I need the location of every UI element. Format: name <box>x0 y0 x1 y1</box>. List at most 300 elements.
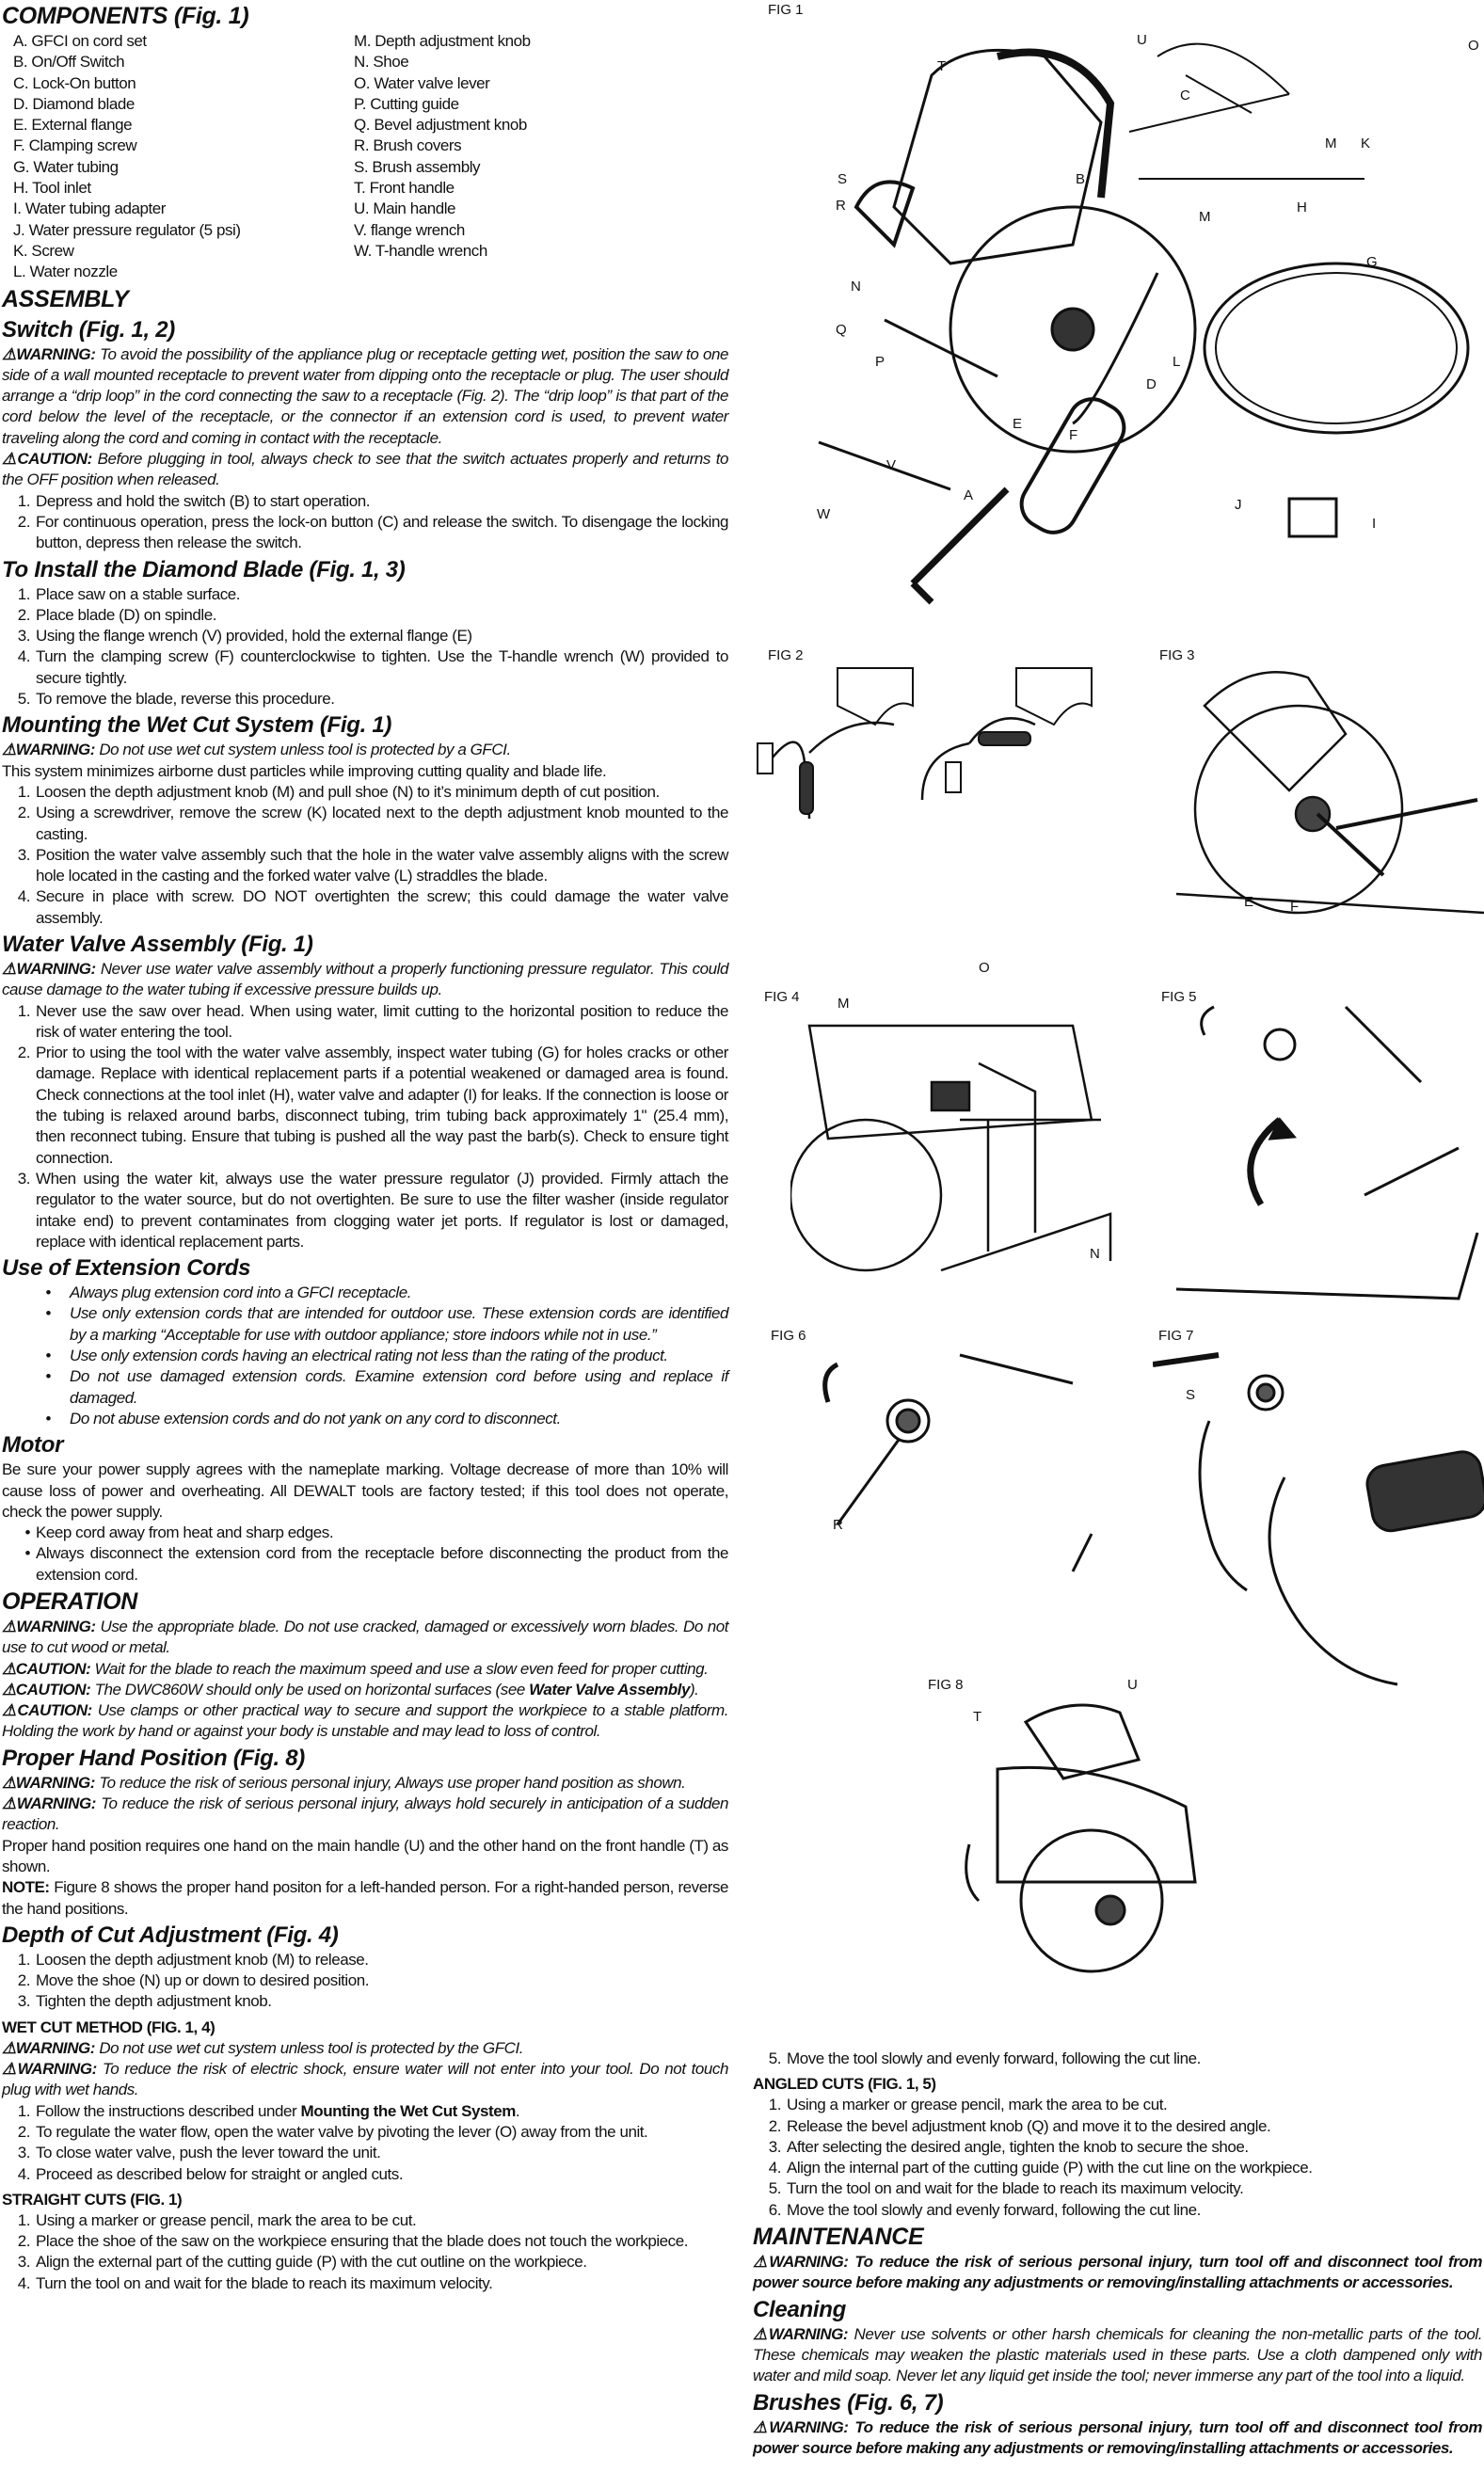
list-item <box>2 1283 728 1303</box>
fig7-callout: S <box>1186 1387 1196 1403</box>
warning-triangle-icon: ⚠ <box>2 344 17 363</box>
list-item-text <box>36 1970 728 1991</box>
list-marker: 2. <box>17 804 30 822</box>
list-item-text: To close water valve, push the lever toward the unit. <box>36 2144 381 2162</box>
list-item-text <box>70 1283 728 1303</box>
fig6-brush-cover-illustration <box>809 1346 1120 1581</box>
list-marker: 3. <box>17 1169 30 1188</box>
list-item <box>753 2178 1482 2199</box>
list-marker: 1. <box>17 1001 30 1020</box>
subsection-heading: To Install the Diamond Blade (Fig. 1, 3) <box>2 556 406 582</box>
warning-triangle-icon: ⚠ <box>2 2038 16 2057</box>
procedure-heading: ANGLED CUTS (FIG. 1, 5) <box>753 2075 936 2094</box>
warning-text: To reduce the risk of electric shock, ensure water will not enter into your tool. Do not touch plug with wet hands. <box>2 2060 728 2099</box>
list-item-text: Do not abuse extension cords and do not yank on any cord to disconnect. <box>70 1409 561 1427</box>
warning-label: CAUTION: <box>17 450 92 469</box>
fig3-callout: E <box>1244 894 1254 910</box>
fig1-callout: P <box>875 354 886 370</box>
list-item-text <box>787 2095 1482 2115</box>
list-item <box>2 605 728 626</box>
list-item-text <box>36 1043 728 1169</box>
list-item-text <box>70 1366 728 1409</box>
list-item-text <box>36 782 728 803</box>
fig7-label: FIG 7 <box>1158 1328 1194 1344</box>
list-marker: 3. <box>17 845 30 864</box>
numbered-list <box>2 2210 728 2294</box>
list-marker: 1. <box>17 2210 30 2229</box>
components-list <box>2 31 728 283</box>
list-item-text <box>36 2210 728 2231</box>
list-marker: 6. <box>768 2200 781 2219</box>
warning-triangle-icon: ⚠ <box>2 450 18 469</box>
warning-label: CAUTION: <box>15 1680 91 1699</box>
list-item-text <box>787 2158 1482 2178</box>
component-item: E. External flange <box>13 116 133 135</box>
component-item: F. Clamping screw <box>13 136 137 155</box>
list-item-text: Place blade (D) on spindle. <box>36 605 216 624</box>
warning-text: Do not use wet cut system unless tool is protected by a GFCI. <box>99 741 511 759</box>
list-marker: 2. <box>17 512 30 531</box>
list-item-text <box>70 1346 728 1366</box>
fig1-callout: M <box>1199 209 1211 225</box>
fig1-callout: V <box>886 457 897 473</box>
safety-warning <box>2 2038 728 2059</box>
warning-label: WARNING: <box>769 2253 849 2272</box>
list-marker: 2. <box>17 2232 30 2251</box>
list-item <box>2 689 728 710</box>
list-item-text <box>36 1001 728 1044</box>
list-marker: 5. <box>768 2049 781 2067</box>
subsection-heading: Use of Extension Cords <box>2 1255 251 1282</box>
note <box>2 1877 728 1920</box>
subsection-heading: Cleaning <box>753 2296 846 2322</box>
fig3-callout: F <box>1290 899 1300 915</box>
fig1-callout: S <box>838 171 848 187</box>
bullet-list <box>2 1523 728 1586</box>
list-item-text: Using a screwdriver, remove the screw (K) located next to the depth adjustment knob mounted to the casting. <box>36 804 728 843</box>
component-item: A. GFCI on cord set <box>13 32 147 50</box>
list-marker: • <box>45 1347 51 1365</box>
warning-triangle-icon: ⚠ <box>2 1701 18 1720</box>
component-item: W. T-handle wrench <box>354 241 487 260</box>
list-item-text: Loosen the depth adjustment knob (M) and pull shoe (N) to it’s minimum depth of cut position. <box>36 782 660 801</box>
component-item: B. On/Off Switch <box>13 53 125 72</box>
section-heading: OPERATION <box>2 1588 138 1615</box>
warning-triangle-icon: ⚠ <box>753 2324 769 2343</box>
component-item: V. flange wrench <box>354 220 465 239</box>
safety-warning <box>753 2417 1482 2460</box>
list-item-text <box>36 2252 728 2273</box>
fig4-callout: M <box>838 996 850 1012</box>
fig1-callout: K <box>1361 136 1371 152</box>
list-item-text <box>36 646 728 689</box>
warning-text: Do not use wet cut system unless tool is protected by the GFCI. <box>99 2038 524 2057</box>
list-marker: 2. <box>17 1044 30 1062</box>
list-item-text: Turn the tool on and wait for the blade to reach its maximum velocity. <box>36 2273 493 2292</box>
list-item-text <box>36 2164 728 2185</box>
list-item <box>2 491 728 512</box>
list-item-text <box>36 2143 728 2163</box>
safety-warning <box>2 1680 728 1700</box>
warning-triangle-icon: ⚠ <box>753 2417 770 2436</box>
list-marker: 4. <box>17 2273 30 2292</box>
warning-triangle-icon: ⚠ <box>2 1680 16 1699</box>
fig5-label: FIG 5 <box>1161 989 1197 1005</box>
component-item: U. Main handle <box>354 199 456 218</box>
component-item: N. Shoe <box>354 53 409 72</box>
fig1-callout: F <box>1069 427 1078 443</box>
warning-text: To reduce the risk of serious personal injury, Always use proper hand position as shown. <box>99 1773 686 1792</box>
subsection-heading: Brushes (Fig. 6, 7) <box>753 2389 944 2416</box>
list-marker: 1. <box>17 1950 30 1969</box>
list-item-text: Secure in place with screw. DO NOT overtighten the screw; this could damage the water valve assembly. <box>36 887 728 927</box>
list-marker: • <box>45 1304 51 1323</box>
list-item <box>2 512 728 554</box>
list-item <box>2 1366 728 1409</box>
list-marker: • <box>24 1523 30 1542</box>
list-item <box>2 2101 728 2122</box>
list-item <box>2 845 728 887</box>
list-marker: 5. <box>17 690 30 709</box>
list-marker: 1. <box>17 2101 30 2120</box>
list-item <box>2 1169 728 1252</box>
warning-text: To reduce the risk of serious personal injury, turn tool off and disconnect tool from power source before making any adjustments or removing/installing attachments or accessories. <box>753 2417 1483 2457</box>
component-item: C. Lock-On button <box>13 73 136 92</box>
list-item <box>2 2164 728 2185</box>
component-item: Q. Bevel adjustment knob <box>354 116 527 135</box>
list-item-text <box>787 2049 1482 2069</box>
fig1-callout: I <box>1372 516 1377 532</box>
subsection-heading: Switch (Fig. 1, 2) <box>2 316 175 343</box>
warning-text: To avoid the possibility of the appliance plug or receptacle getting wet, position the saw to one side of a wall mounted receptacle to prevent water from dipping onto the receptacle or plug. The user should arrange a “drip loop” in the cord connecting the saw to a receptacle (Fig. 2). The “drip loop” is that part of the cord below the level of the receptacle, or the connector if an extension cord is used, to prevent water traveling along the cord and coming in contact with the receptacle. <box>2 344 728 447</box>
list-item-text <box>36 2101 728 2122</box>
subsection-heading: Proper Hand Position (Fig. 8) <box>2 1745 305 1771</box>
safety-warning <box>2 344 728 449</box>
list-item <box>2 803 728 845</box>
fig6-label: FIG 6 <box>771 1328 806 1344</box>
warning-text: Wait for the blade to reach the maximum speed and use a slow even feed for proper cutting. <box>94 1659 709 1678</box>
list-item-text <box>36 1950 728 1970</box>
list-marker: 3. <box>17 2253 30 2272</box>
numbered-list <box>2 782 728 929</box>
list-item-text: Proceed as described below for straight or angled cuts. <box>36 2164 404 2183</box>
list-item <box>753 2137 1482 2158</box>
list-item-text <box>36 605 728 626</box>
paragraph: This system minimizes airborne dust particles while improving cutting quality and blade life. <box>2 761 607 780</box>
fig8-callout: U <box>1127 1677 1138 1693</box>
list-marker: 3. <box>768 2137 781 2156</box>
list-item-text: Turn the tool on and wait for the blade to reach its maximum velocity. <box>787 2179 1244 2198</box>
safety-warning <box>2 959 728 1001</box>
warning-text: Use clamps or other practical way to secure and support the workpiece to a stable platform. Holding the work by hand or against your body is unstable and may lead to loss of control. <box>2 1701 729 1741</box>
fig1-callout: N <box>851 279 861 295</box>
list-item <box>2 2231 728 2252</box>
list-item-text <box>36 2231 728 2252</box>
list-item-text <box>787 2137 1482 2158</box>
list-item-text <box>36 1169 728 1252</box>
warning-label: WARNING: <box>17 2060 97 2079</box>
subsection-heading: Water Valve Assembly (Fig. 1) <box>2 931 313 957</box>
list-marker: 2. <box>768 2116 781 2135</box>
list-item <box>2 2143 728 2163</box>
warning-triangle-icon: ⚠ <box>2 959 17 978</box>
list-item-text: Follow the instructions described under <box>36 2101 301 2120</box>
list-item <box>2 646 728 689</box>
numbered-list <box>2 2101 728 2185</box>
list-item-text <box>36 2122 728 2143</box>
list-item-text: Use only extension cords that are intended for outdoor use. These extension cords are identified by a marking “Acceptable for use with outdoor appliance; store indoors while not in use.” <box>70 1304 728 1344</box>
note-label: NOTE: <box>2 1878 50 1897</box>
right-column <box>753 2049 1482 2459</box>
list-item-text: Always disconnect the extension cord from the receptacle before disconnecting the product from the extension cord. <box>36 1544 728 1584</box>
safety-warning <box>2 1700 728 1743</box>
list-item-text: Move the tool slowly and evenly forward, following the cut line. <box>787 2049 1201 2067</box>
warning-triangle-icon: ⚠ <box>753 2253 770 2272</box>
list-item-text: After selecting the desired angle, tighten the knob to secure the shoe. <box>787 2137 1249 2156</box>
list-item <box>2 2252 728 2273</box>
bold-reference: Water Valve Assembly <box>529 1680 690 1699</box>
fig8-callout: T <box>973 1709 982 1725</box>
fig4-callout: N <box>1090 1246 1100 1262</box>
list-item-text: When using the water kit, always use the water pressure regulator (J) provided. Firmly attach the regulator to the water source, but do not overtighten. Be sure to use the filter washer (inside regulator intake end) to prevent contaminates from clogging water jet ports. If regulator is lost or damaged, replace with identical replacement parts. <box>36 1169 728 1251</box>
list-marker: 4. <box>17 887 30 906</box>
list-marker: 1. <box>17 782 30 801</box>
list-item-text: Keep cord away from heat and sharp edges. <box>36 1523 334 1542</box>
warning-label: WARNING: <box>16 959 96 978</box>
warning-text: To reduce the risk of serious personal injury, always hold securely in anticipation of a sudden reaction. <box>2 1794 728 1834</box>
list-item-text: Always plug extension cord into a GFCI receptacle. <box>70 1284 412 1302</box>
warning-text: Before plugging in tool, always check to see that the switch actuates properly and returns to the OFF position when released. <box>2 450 728 489</box>
list-item-text <box>70 1409 728 1429</box>
list-item-text <box>36 803 728 845</box>
component-item: J. Water pressure regulator (5 psi) <box>13 220 241 239</box>
list-item-text <box>36 2273 728 2294</box>
fig1-callout: U <box>1137 32 1147 48</box>
fig4-callout: O <box>979 960 990 976</box>
fig1-callout: Q <box>836 322 847 338</box>
list-item-text: Place the shoe of the saw on the workpiece ensuring that the blade does not touch the workpiece. <box>36 2232 688 2251</box>
fig5-angled-cut-illustration <box>1176 988 1484 1308</box>
list-item-text: Prior to using the tool with the water valve assembly, inspect water tubing (G) for holes cracks or other damage. Replace with identical replacement parts if a potential weakened or damaged area is found. Check connections at the tool inlet (H), water valve and adapter (I) for leaks. If the connection is loose or the tubing is relaxed around barbs, disconnect tubing, trim tubing back approximately 1" (25.4 mm), then reconnect tubing. Ensure that tubing is pushed all the way past the barb(s). Check to ensure tight connection. <box>36 1044 728 1167</box>
list-marker: • <box>45 1284 51 1302</box>
warning-label: WARNING: <box>15 1773 96 1792</box>
list-item-text: Using a marker or grease pencil, mark the area to be cut. <box>36 2210 417 2229</box>
fig1-callout: J <box>1235 497 1242 513</box>
list-item-text: Place saw on a stable surface. <box>36 584 241 603</box>
list-item <box>2 1950 728 1970</box>
list-item-text <box>36 512 728 554</box>
list-item <box>2 584 728 605</box>
list-item <box>2 1346 728 1366</box>
component-item: R. Brush covers <box>354 136 462 155</box>
warning-triangle-icon: ⚠ <box>2 1618 17 1635</box>
list-item-text: Align the internal part of the cutting guide (P) with the cut line on the workpiece. <box>787 2159 1313 2177</box>
list-item-text: Never use the saw over head. When using water, limit cutting to the horizontal position to reduce the risk of water entering the tool. <box>36 1001 728 1041</box>
list-item-text <box>787 2116 1482 2137</box>
list-item <box>2 2273 728 2294</box>
list-item <box>2 886 728 929</box>
warning-triangle-icon: ⚠ <box>2 1773 16 1792</box>
list-item-text: Do not use damaged extension cords. Examine extension cord before using and replace if damaged. <box>70 1367 728 1407</box>
list-item-text: Using the flange wrench (V) provided, hold the external flange (E) <box>36 627 472 646</box>
warning-label: WARNING: <box>16 1794 96 1813</box>
safety-warning <box>2 1794 728 1836</box>
list-item-text: Turn the clamping screw (F) counterclockwise to tighten. Use the T-handle wrench (W) provided to secure tightly. <box>36 647 728 687</box>
component-item: O. Water valve lever <box>354 73 490 92</box>
list-item-text: Depress and hold the switch (B) to start operation. <box>36 491 371 510</box>
component-item: M. Depth adjustment knob <box>354 32 531 50</box>
fig1-callout: O <box>1468 38 1479 54</box>
list-marker: 4. <box>768 2159 781 2177</box>
list-item <box>753 2116 1482 2137</box>
list-item <box>2 1043 728 1169</box>
list-item <box>753 2049 1482 2069</box>
list-item <box>2 1409 728 1429</box>
list-item <box>2 2210 728 2231</box>
warning-triangle-icon: ⚠ <box>2 741 16 759</box>
warning-text: Use the appropriate blade. Do not use cracked, damaged or excessively worn blades. Do not use to cut wood or metal. <box>2 1618 729 1657</box>
list-marker: 2. <box>17 605 30 624</box>
list-marker: 5. <box>768 2179 781 2198</box>
numbered-list <box>2 584 728 710</box>
section-heading: ASSEMBLY <box>2 285 129 312</box>
fig1-callout: L <box>1173 354 1181 370</box>
list-item-text: To regulate the water flow, open the water valve by pivoting the lever (O) away from the unit. <box>36 2122 648 2141</box>
component-item: K. Screw <box>13 241 74 260</box>
warning-triangle-icon: ⚠ <box>2 1794 17 1813</box>
safety-warning <box>2 2059 728 2101</box>
list-item <box>2 626 728 646</box>
warning-label: WARNING: <box>16 344 96 363</box>
list-item-text: Move the tool slowly and evenly forward, following the cut line. <box>787 2200 1201 2219</box>
warning-label: WARNING: <box>769 2417 849 2436</box>
numbered-list <box>2 491 728 554</box>
fig4-label: FIG 4 <box>764 989 800 1005</box>
list-item <box>2 1543 728 1586</box>
list-item-text: For continuous operation, press the lock-on button (C) and release the switch. To disengage the locking button, depress then release the switch. <box>36 512 728 552</box>
warning-text: Never use solvents or other harsh chemicals for cleaning the non-metallic parts of the tool. These chemicals may weaken the plastic materials used in these parts. Use a cloth dampened only with water and mild soap. Never let any liquid get inside the tool; never immerse any part of the tool into a liquid. <box>753 2324 1483 2385</box>
fig1-callout: D <box>1146 376 1157 392</box>
list-item-text <box>787 2178 1482 2199</box>
list-item <box>2 2122 728 2143</box>
fig1-callout: M <box>1325 136 1337 152</box>
list-marker: 3. <box>17 2144 30 2162</box>
safety-warning <box>2 1773 728 1794</box>
list-marker: • <box>45 1409 51 1427</box>
fig1-callout: B <box>1076 171 1086 187</box>
fig1-callout: G <box>1366 254 1378 270</box>
fig8-label: FIG 8 <box>928 1677 964 1693</box>
procedure-heading: WET CUT METHOD (FIG. 1, 4) <box>2 2017 215 2036</box>
fig2-label: FIG 2 <box>768 647 804 663</box>
safety-warning <box>753 2324 1482 2387</box>
subsection-heading: Motor <box>2 1432 64 1459</box>
fig3-label: FIG 3 <box>1159 647 1195 663</box>
warning-text: The DWC860W should only be used on horizontal surfaces (see <box>94 1680 530 1699</box>
bold-reference: Mounting the Wet Cut System <box>300 2101 516 2120</box>
numbered-list <box>2 1950 728 2013</box>
list-item-text: Use only extension cords having an electrical rating not less than the rating of the product. <box>70 1347 668 1365</box>
warning-label: CAUTION: <box>17 1701 92 1720</box>
list-item-text: Move the shoe (N) up or down to desired position. <box>36 1971 370 1990</box>
list-item <box>2 1991 728 2012</box>
list-item-text <box>36 1523 728 1543</box>
warning-triangle-icon: ⚠ <box>2 2060 18 2079</box>
list-marker: 4. <box>17 647 30 666</box>
list-item-text <box>36 491 728 512</box>
list-item-text: Tighten the depth adjustment knob. <box>36 1992 272 2011</box>
list-marker: 1. <box>17 491 30 510</box>
safety-warning <box>2 1617 728 1659</box>
component-item: G. Water tubing <box>13 157 119 176</box>
warning-triangle-icon: ⚠ <box>2 1659 16 1678</box>
fig3-blade-install-illustration <box>1176 649 1484 932</box>
list-marker: 4. <box>17 2164 30 2183</box>
list-item <box>753 2200 1482 2221</box>
list-item-text: Align the external part of the cutting guide (P) with the cut outline on the workpiece. <box>36 2253 587 2272</box>
subsection-heading: Mounting the Wet Cut System (Fig. 1) <box>2 712 392 739</box>
list-item <box>2 782 728 803</box>
fig6-callout: R <box>833 1517 843 1533</box>
numbered-list <box>2 1001 728 1253</box>
fig2-drip-loop-illustration <box>753 649 1148 856</box>
warning-label: WARNING: <box>15 741 96 759</box>
numbered-list <box>753 2049 1482 2069</box>
list-item-text: Loosen the depth adjustment knob (M) to release. <box>36 1950 369 1969</box>
components-heading: COMPONENTS (Fig. 1) <box>2 3 249 29</box>
list-item <box>2 1303 728 1346</box>
spacer <box>343 262 728 282</box>
component-item: D. Diamond blade <box>13 94 135 113</box>
list-item-text <box>36 845 728 887</box>
fig1-callout: W <box>817 506 831 522</box>
list-item-text: Position the water valve assembly such that the hole in the water valve assembly aligns with the screw hole located in the casting and the forked water valve (L) straddles the blade. <box>36 845 728 885</box>
warning-text: ). <box>689 1680 699 1699</box>
list-marker: 2. <box>17 2122 30 2141</box>
left-column <box>2 0 728 2294</box>
list-marker: 1. <box>17 584 30 603</box>
list-marker: 1. <box>768 2096 781 2114</box>
safety-warning <box>2 449 728 491</box>
list-item-text <box>787 2200 1482 2221</box>
list-item <box>2 1970 728 1991</box>
fig1-callout: A <box>964 487 974 503</box>
fig1-callout: E <box>1013 416 1023 432</box>
warning-label: CAUTION: <box>15 1659 91 1678</box>
component-item: I. Water tubing adapter <box>13 199 166 218</box>
list-item-text <box>36 1991 728 2012</box>
list-item-text <box>70 1303 728 1346</box>
procedure-heading: STRAIGHT CUTS (FIG. 1) <box>2 2190 183 2209</box>
list-marker: • <box>24 1544 30 1563</box>
numbered-list <box>753 2095 1482 2221</box>
list-marker: 2. <box>17 1971 30 1990</box>
list-item-text <box>36 584 728 605</box>
fig1-callout: C <box>1180 88 1190 104</box>
list-marker: • <box>45 1367 51 1386</box>
list-item-text <box>36 886 728 929</box>
component-item: L. Water nozzle <box>13 263 118 281</box>
list-item <box>2 1001 728 1044</box>
warning-text: To reduce the risk of serious personal injury, turn tool off and disconnect tool from power source before making any adjustments or removing/installing attachments or accessories. <box>753 2253 1483 2292</box>
warning-text: Figure 8 shows the proper hand positon for a left-handed person. For a right-handed person, reverse the hand positions. <box>2 1878 728 1918</box>
list-marker: 3. <box>17 627 30 646</box>
section-heading: MAINTENANCE <box>753 2224 924 2251</box>
fig1-label: FIG 1 <box>768 2 804 18</box>
list-marker: 3. <box>17 1992 30 2011</box>
fig1-callout: H <box>1297 199 1307 215</box>
paragraph: Be sure your power supply agrees with the nameplate marking. Voltage decrease of more than 10% will cause loss of power and overheating. All DEWALT tools are factory tested; if this tool does not operate, check the power supply. <box>2 1460 728 1521</box>
